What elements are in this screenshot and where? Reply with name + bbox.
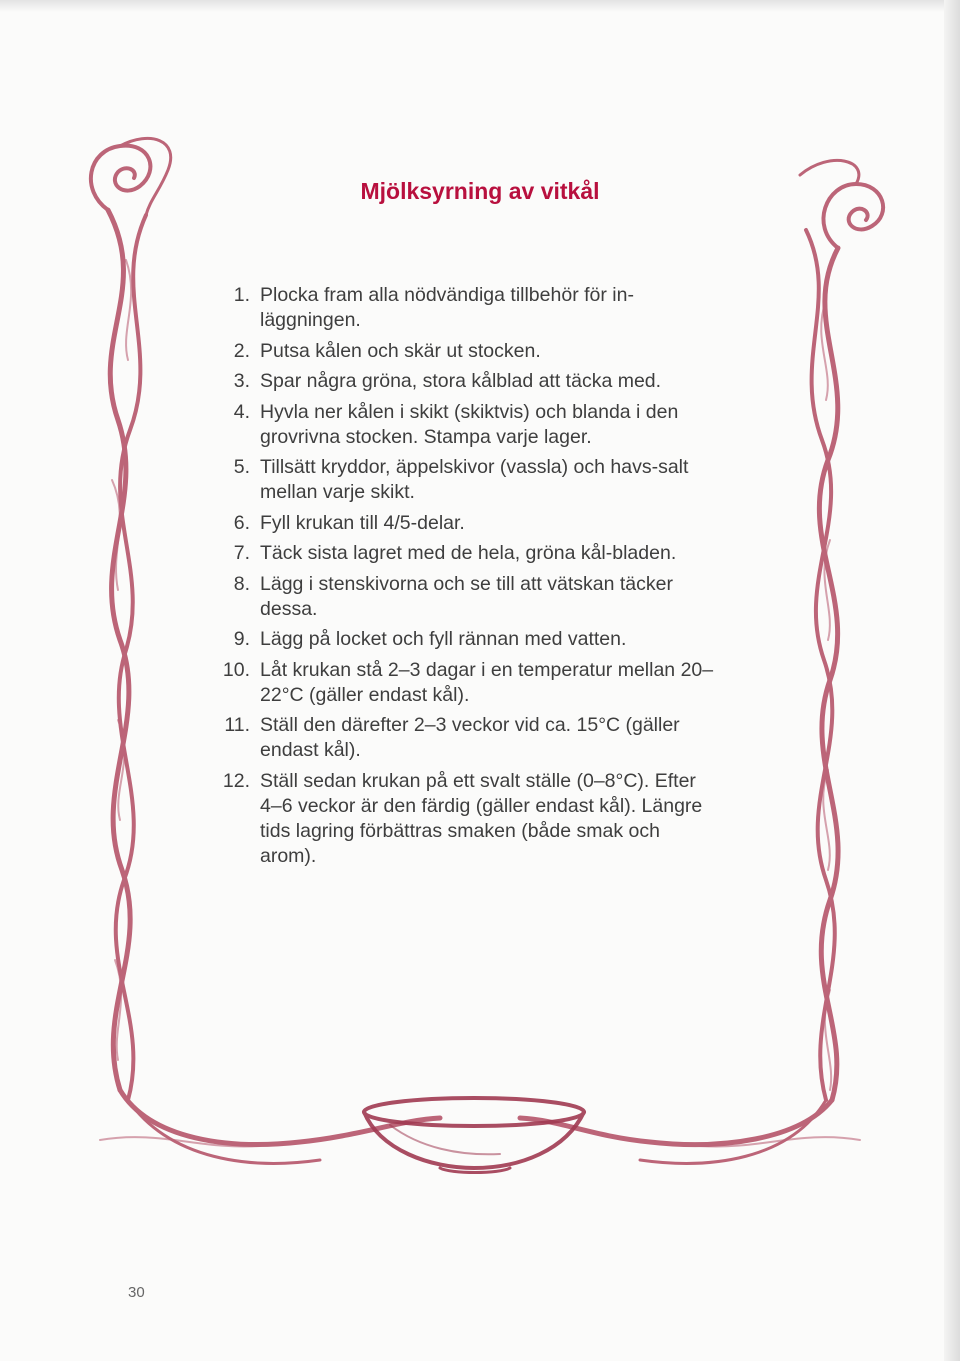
- list-item: [200, 455, 720, 505]
- step-number: 4.: [233, 400, 250, 423]
- list-item: [200, 511, 720, 536]
- list-item: [200, 400, 720, 450]
- bowl-icon: [364, 1098, 584, 1173]
- list-item: [200, 769, 720, 869]
- step-number: 10.: [222, 658, 250, 681]
- list-item: [200, 369, 720, 394]
- step-text: Ställ den därefter 2–3 veckor vid ca. 15°C (gäller endast kål).: [260, 714, 680, 761]
- step-number: 5.: [233, 456, 250, 478]
- list-item: [200, 658, 720, 708]
- steps-list: [200, 283, 720, 874]
- step-number: 2.: [233, 339, 250, 362]
- step-number: 6.: [233, 511, 250, 534]
- step-text: Spar några gröna, stora kålblad att täcka med.: [260, 370, 662, 392]
- step-text: Lägg i stenskivorna och se till att vätskan täcker dessa.: [260, 572, 673, 620]
- step-text: Låt krukan stå 2–3 dagar i en temperatur mellan 20–22°C (gäller endast kål).: [260, 658, 714, 706]
- list-item: [200, 283, 720, 333]
- step-text: Hyvla ner kålen i skikt (skiktvis) och blanda i den grovrivna stocken. Stampa varje lager.: [260, 400, 679, 448]
- step-text: Ställ sedan krukan på ett svalt ställe (0–8°C). Efter 4–6 veckor är den färdig (gäller endast kål). Längre tids lagring förbättras smaken (både smak och arom).: [260, 769, 703, 867]
- step-number: 9.: [233, 628, 250, 650]
- list-item: [200, 541, 720, 566]
- list-item: [200, 713, 720, 763]
- step-text: Lägg på locket och fyll rännan med vatten.: [260, 628, 627, 650]
- list-item: [200, 627, 720, 652]
- page-number: 30: [128, 1284, 145, 1301]
- step-number: 12.: [222, 769, 250, 792]
- step-number: 8.: [233, 572, 250, 595]
- step-text: Tillsätt kryddor, äppelskivor (vassla) och havs-salt mellan varje skikt.: [260, 456, 689, 503]
- step-number: 3.: [233, 370, 250, 392]
- list-item: [200, 339, 720, 364]
- step-number: 11.: [224, 714, 250, 736]
- step-number: 7.: [233, 542, 250, 564]
- page-title: Mjölksyrning av vitkål: [360, 178, 600, 204]
- step-text: Fyll krukan till 4/5-delar.: [260, 511, 465, 534]
- step-text: Täck sista lagret med de hela, gröna kål-bladen.: [260, 542, 677, 564]
- step-text: Plocka fram alla nödvändiga tillbehör för in-läggningen.: [260, 284, 634, 331]
- step-text: Putsa kålen och skär ut stocken.: [260, 339, 541, 362]
- step-number: 1.: [233, 284, 250, 306]
- list-item: [200, 572, 720, 622]
